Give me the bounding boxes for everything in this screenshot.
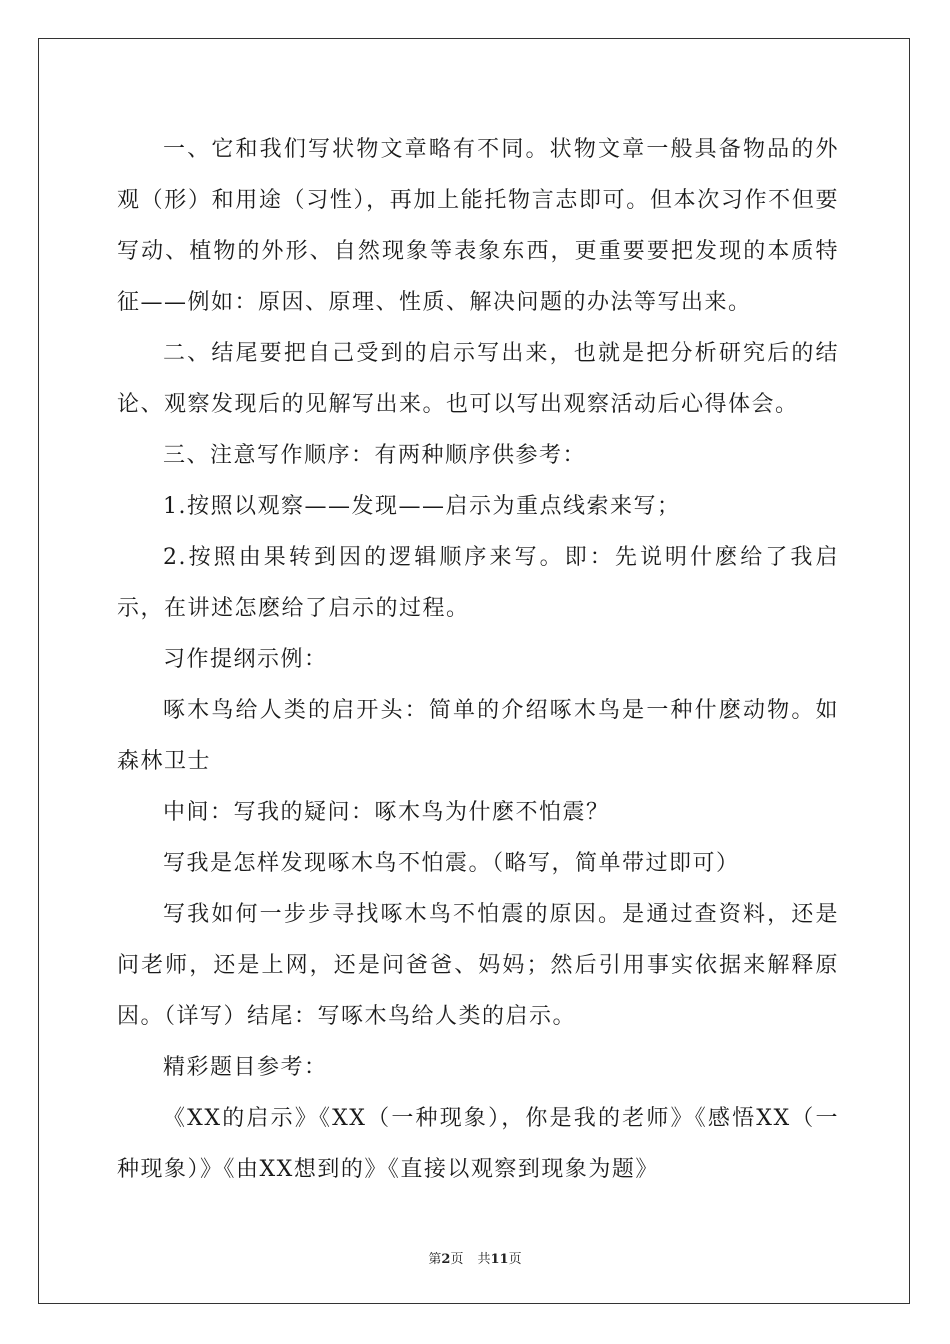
paragraph-9: 写我是怎样发现啄木鸟不怕震。（略写，简单带过即可）: [163, 851, 740, 876]
page-prefix: 第: [428, 1252, 442, 1267]
paragraph-11: 精彩题目参考：: [163, 1055, 328, 1080]
paragraph-7: 啄木鸟给人类的启开头：简单的介绍啄木鸟是一种什麽动物。如森林卫士: [117, 698, 839, 774]
paragraph-6: 习作提纲示例：: [163, 647, 328, 672]
paragraph-1: 一、它和我们写状物文章略有不同。状物文章一般具备物品的外观（形）和用途（习性），再加上能托物言志即可。但本次习作不但要写动、植物的外形、自然现象等表象东西，更重要要把发现的本质特征——例如：原因、原理、性质、解决问题的办法等写出来。: [117, 137, 839, 315]
paragraph-5: 2.按照由果转到因的逻辑顺序来写。即：先说明什麽给了我启示，在讲述怎麽给了启示的过程。: [117, 545, 839, 621]
total-pages: 11: [490, 1252, 509, 1267]
page-suffix: 页: [450, 1252, 464, 1267]
paragraph-10: 写我如何一步步寻找啄木鸟不怕震的原因。是通过查资料，还是问老师，还是上网，还是问爸爸、妈妈；然后引用事实依据来解释原因。（详写）结尾：写啄木鸟给人类的启示。: [117, 902, 839, 1029]
document-body: [117, 124, 839, 1195]
paragraph-3: 三、注意写作顺序：有两种顺序供参考：: [163, 443, 587, 468]
page-footer: [0, 1248, 950, 1267]
page-number: 2: [441, 1252, 451, 1267]
paragraph-2: 二、结尾要把自己受到的启示写出来，也就是把分析研究后的结论、观察发现后的见解写出来。也可以写出观察活动后心得体会。: [117, 341, 839, 417]
total-suffix: 页: [508, 1252, 522, 1267]
paragraph-8: 中间：写我的疑问：啄木鸟为什麽不怕震？: [163, 800, 610, 825]
paragraph-12: 《XX的启示》《XX（一种现象），你是我的老师》《感悟XX（一种现象）》《由XX想到的》《直接以观察到现象为题》: [117, 1106, 839, 1182]
paragraph-4: 1.按照以观察——发现——启示为重点线索来写；: [163, 494, 681, 519]
total-prefix: 共: [477, 1252, 491, 1267]
